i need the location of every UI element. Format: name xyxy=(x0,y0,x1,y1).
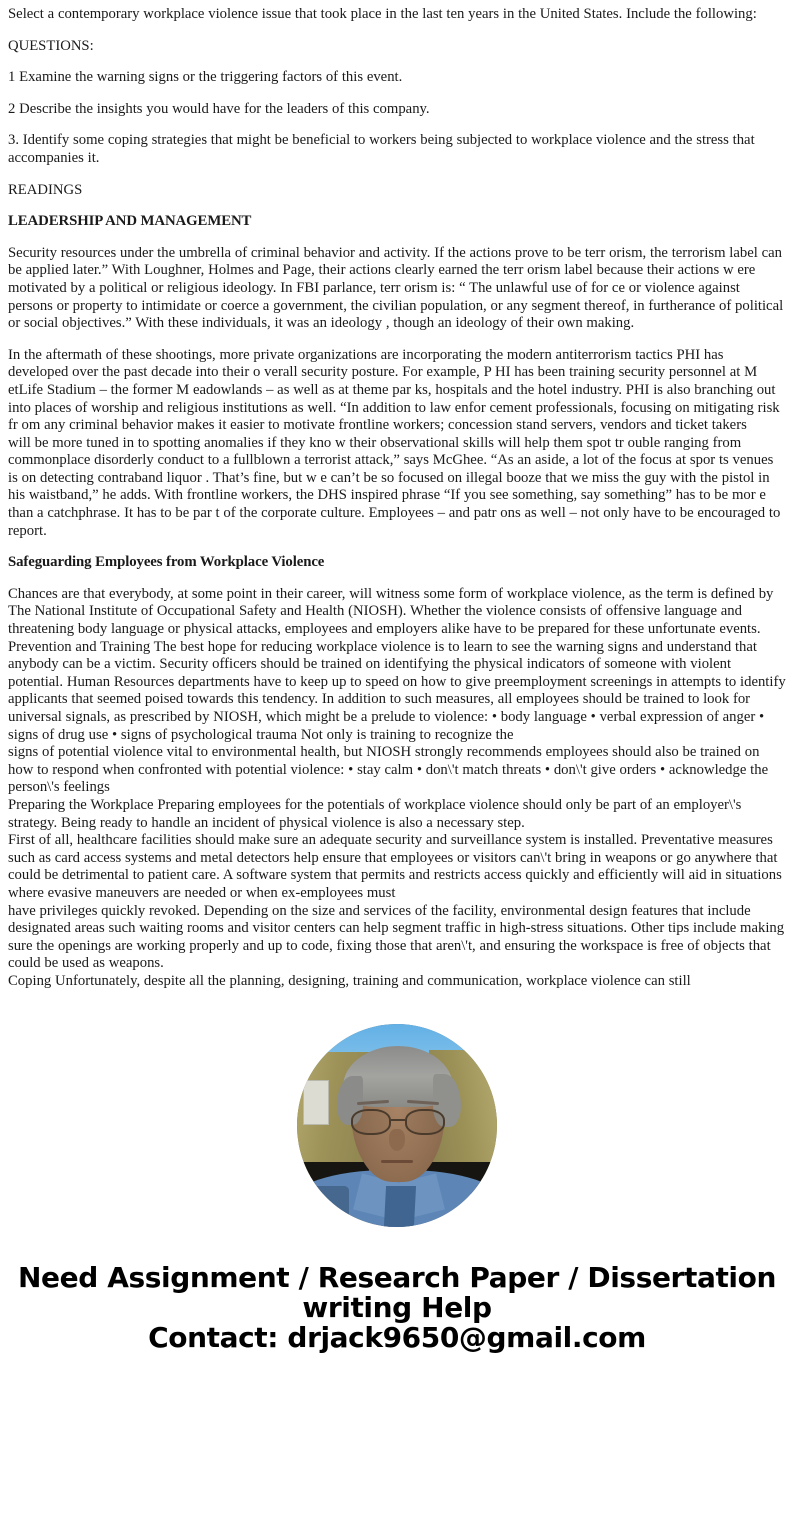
intro-paragraph: Select a contemporary workplace violence issue that took place in the last ten years in the United States. Include the following: xyxy=(8,6,757,22)
safeguarding-paragraph-5: First of all, healthcare facilities should make sure an adequate security and surveillance system is installed. Preventative measures such as card access systems and metal detectors help ensure that employees or visitors can\'t bring in weapons or go anywhere that could be detrimental to patient care. A software system that permits and restricts access quickly and efficiently will aid in situations where evasive maneuvers are needed or when ex-employees must xyxy=(8,832,782,901)
footer-promo-line-1: Need Assignment / Research Paper / Dissertation xyxy=(17,1260,776,1294)
readings-label: READINGS xyxy=(8,181,83,198)
safeguarding-paragraph-4: Preparing the Workplace Preparing employees for the potentials of workplace violence should only be part of an employer\'s strategy. Being ready to handle an incident of physical violence is also a necessary step. xyxy=(8,796,742,831)
photo-glasses-bridge xyxy=(391,1119,404,1121)
question-item-1: 1 Examine the warning signs or the triggering factors of this event. xyxy=(8,69,403,86)
safeguarding-paragraph-3: signs of potential violence vital to environmental health, but NIOSH strongly recommends employees should also be trained on how to respond when confronted with potential violence: • stay calm • don\'t match threats • don\'t give orders • acknowledge the person\'s feelings xyxy=(8,744,769,796)
question-item-3: 3. Identify some coping strategies that might be beneficial to workers being subjected to workplace violence and the stress that accompanies it. xyxy=(8,132,755,166)
footer-promo-line-2: writing Help xyxy=(302,1290,492,1324)
safeguarding-paragraph-7: Coping Unfortunately, despite all the planning, designing, training and communication, workplace violence can still xyxy=(8,972,691,989)
avatar xyxy=(297,1024,497,1227)
photo-tie xyxy=(384,1186,416,1227)
photo-mouth xyxy=(381,1160,413,1163)
questions-label: QUESTIONS: xyxy=(8,37,94,54)
photo-lens-left xyxy=(351,1109,391,1135)
photo-lens-right xyxy=(405,1109,445,1135)
profile-photo-block xyxy=(8,1024,786,1227)
photo-shirt-shadow xyxy=(297,1186,349,1227)
safeguarding-paragraph-1: Chances are that everybody, at some point in their career, will witness some form of workplace violence, as the term is defined by The National Institute of Occupational Safety and Health (NIOSH). Whether the violence consists of offensive language and threatening body language or physical attacks, employees and employers alike have to be prepared for these unfortunate events. xyxy=(8,585,774,638)
question-item-2: 2 Describe the insights you would have for the leaders of this company. xyxy=(8,100,430,117)
safeguarding-paragraph-2: Prevention and Training The best hope for reducing workplace violence is to learn to see the warning signs and understand that anybody can be a victim. Security officers should be trained on identifying the physical indicators of someone with violent potential. Human Resources departments have to keep up to speed on how to give preemployment screenings in attempts to identify applicants that seemed poised towards this tendency. In addition to such measures, all employees should be trained to look for universal signals, as prescribed by NIOSH, which might be a prelude to violence: • body language • verbal expression of anger • signs of drug use • signs of psychological trauma Not only is training to recognize the xyxy=(8,638,786,743)
leadership-paragraph-2: In the aftermath of these shootings, more private organizations are incorporating the modern antiterrorism tactics PHI has developed over the past decade into their o verall security posture. For example, P HI has been training security personnel at M etLife Stadium – the former M eadowlands – as well as at theme par ks, hospitals and the hotel industry. PHI is also branching out into places of worship and religious institutions as well. “In addition to law enfor cement professionals, focusing on mitigating risk fr om any criminal behavior makes it easier to motivate frontline workers; concession stand servers, vendors and ticket takers xyxy=(8,346,780,434)
footer-contact-email: Contact: drjack9650@gmail.com xyxy=(148,1320,646,1354)
safeguarding-paragraph-6: have privileges quickly revoked. Depending on the size and services of the facility, environmental design features that include designated areas such waiting rooms and visitor centers can help segment traffic in high-stress situations. Other tips include making sure the openings are working properly and up to code, fixing those that aren\'t, and ensuring the workspace is free of objects that could be used as weapons. xyxy=(8,902,785,972)
footer-promo xyxy=(8,1260,786,1373)
section-heading-leadership: LEADERSHIP AND MANAGEMENT xyxy=(8,213,252,230)
leadership-paragraph-3: will be more tuned in to spotting anomalies if they kno w their observational skills will help them spot tr ouble ranging from commonplace disorderly conduct to a fullblown a terrorist attack,” says McGhee. “As an aside, a lot of the focus at spor ts venues is on detecting contraband liquor . That’s fine, but w e can’t be so focused on illegal booze that we miss the guy with the pistol in his waistband,” he adds. With frontline workers, the DHS inspired phrase “If you see something, say something” has to be mor e than a catchphrase. It has to be par t of the corporate culture. Employees – and patr ons as well – not only have to be encouraged to report. xyxy=(8,434,781,539)
photo-wall-panel xyxy=(303,1080,329,1125)
section-heading-safeguarding: Safeguarding Employees from Workplace Violence xyxy=(8,554,325,571)
leadership-paragraph-1: Security resources under the umbrella of criminal behavior and activity. If the actions prove to be terr orism, the terrorism label can be applied later.” With Loughner, Holmes and Page, their actions clearly earned the terr orism label because their actions w ere motivated by a political or religious ideology. In FBI parlance, terr orism is: “ The unlawful use of for ce or violence against persons or property to intimidate or coerce a government, the civilian population, or any segment thereof, in furtherance of political or social objectives.” With these individuals, it was an ideology , though an ideology of their own making. xyxy=(8,244,784,332)
